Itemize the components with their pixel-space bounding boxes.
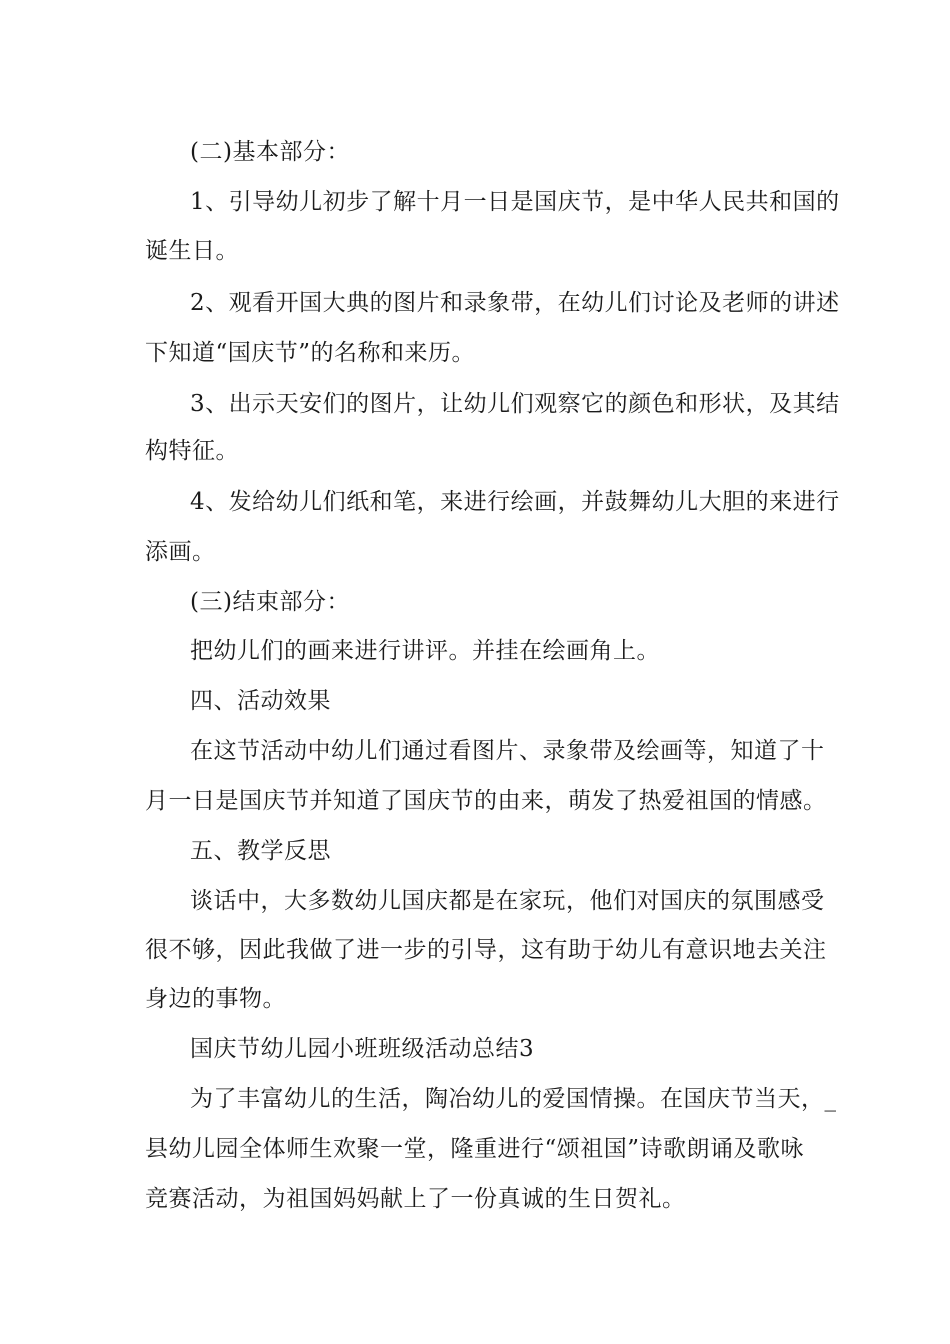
paragraph-line: 把幼儿们的画来进行讲评。并挂在绘画角上。 [190,638,660,664]
paragraph-line: 很不够，因此我做了进一步的引导，这有助于幼儿有意识地去关注 [145,937,827,963]
paragraph-line: 谈话中，大多数幼儿国庆都是在家玩，他们对国庆的氛围感受 [190,888,825,914]
paragraph-line: 添画。 [145,539,216,565]
paragraph-line: 为了丰富幼儿的生活，陶冶幼儿的爱国情操。在国庆节当天，_ [190,1086,837,1112]
paragraph-line: 县幼儿园全体师生欢聚一堂，隆重进行“颂祖国”诗歌朗诵及歌咏 [145,1136,805,1162]
paragraph-line: 1、引导幼儿初步了解十月一日是国庆节，是中华人民共和国的 [190,189,840,215]
paragraph-line: 构特征。 [145,438,239,464]
paragraph-line: 在这节活动中幼儿们通过看图片、录象带及绘画等，知道了十 [190,738,825,764]
section-heading-reflection: 五、教学反思 [190,838,331,864]
paragraph-line: 下知道“国庆节”的名称和来历。 [145,340,476,366]
paragraph-line: 3、出示天安们的图片，让幼儿们观察它的颜色和形状，及其结 [190,391,840,417]
paragraph-line: 2、观看开国大典的图片和录象带，在幼儿们讨论及老师的讲述 [190,290,840,316]
section-heading-ending: (三)结束部分： [190,589,350,615]
paragraph-line: 月一日是国庆节并知道了国庆节的由来，萌发了热爱祖国的情感。 [145,788,827,814]
paragraph-line: 4、发给幼儿们纸和笔，来进行绘画，并鼓舞幼儿大胆的来进行 [190,489,840,515]
article-title: 国庆节幼儿园小班班级活动总结3 [190,1036,535,1062]
section-heading-basic: (二)基本部分： [190,139,350,165]
paragraph-line: 身边的事物。 [145,986,286,1012]
paragraph-line: 诞生日。 [145,238,239,264]
paragraph-line: 竞赛活动，为祖国妈妈献上了一份真诚的生日贺礼。 [145,1186,686,1212]
section-heading-effect: 四、活动效果 [190,688,331,714]
